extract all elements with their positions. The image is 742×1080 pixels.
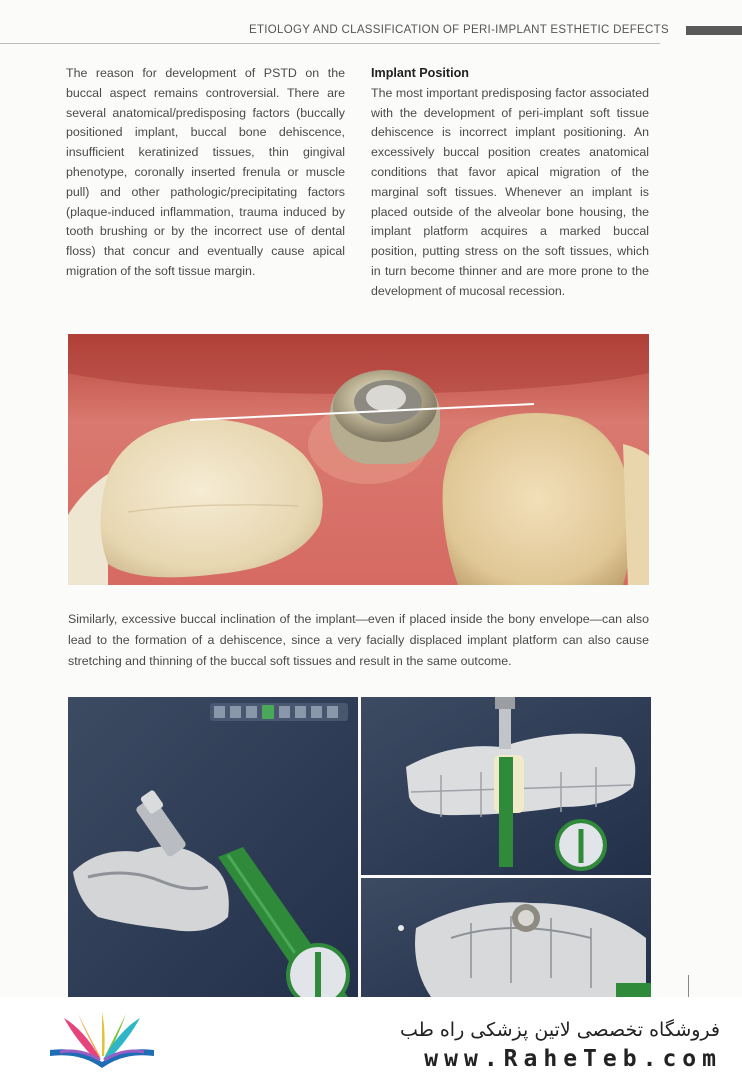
book-logo-icon [40,1010,164,1070]
left-column [66,64,345,282]
page-edge-mark [688,975,689,997]
shop-url[interactable]: www.RaheTeb.com [424,1046,722,1072]
clinical-photo [68,334,649,585]
right-paragraph: The most important predisposing factor associated with the development of peri-implant soft tissue dehiscence is incorrect implant positioning. An excessively buccal position creates anatomical conditions that favor apical migration of the marginal soft tissues. Whenever an implant is placed outside of the alveolar bone housing, the implant platform acquires a marked buccal position, putting stress on the soft tissues, which in turn become thinner and are more prone to the development of mucosal recession. [371,85,649,298]
running-head: ETIOLOGY AND CLASSIFICATION OF PERI-IMPLANT ESTHETIC DEFECTS [249,24,669,36]
cad-panel-top-right [361,697,651,875]
toolbar-icons [210,703,348,721]
header-rule [0,43,660,44]
chapter-tab [686,26,742,35]
left-paragraph: The reason for development of PSTD on the buccal aspect remains controversial. There are several anatomical/predisposing factors (buccally positioned implant, buccal bone dehiscence, insufficient keratinized tissues, thin gingival phenotype, coronally inserted frenula or muscle pull) and other pathologic/precipitating factors (plaque-induced inflammation, trauma induced by tooth brushing or by the incorrect use of dental floss) that concur and eventually cause apical migration of the soft tissue margin. [66,66,345,278]
section-heading: Implant Position [371,66,469,80]
right-column [371,64,649,302]
cad-panel-left [68,697,358,997]
middle-paragraph: Similarly, excessive buccal inclination of the implant—even if placed inside the bony envelope—can also lead to the formation of a dehiscence, since a very facially displaced implant platform can also cause stretching and thinning of the buccal soft tissues and result in the same outcome. [68,612,649,668]
cad-panel-bottom-right [361,878,651,997]
shop-name: فروشگاه تخصصی لاتین پزشکی راه طب [400,1019,720,1041]
